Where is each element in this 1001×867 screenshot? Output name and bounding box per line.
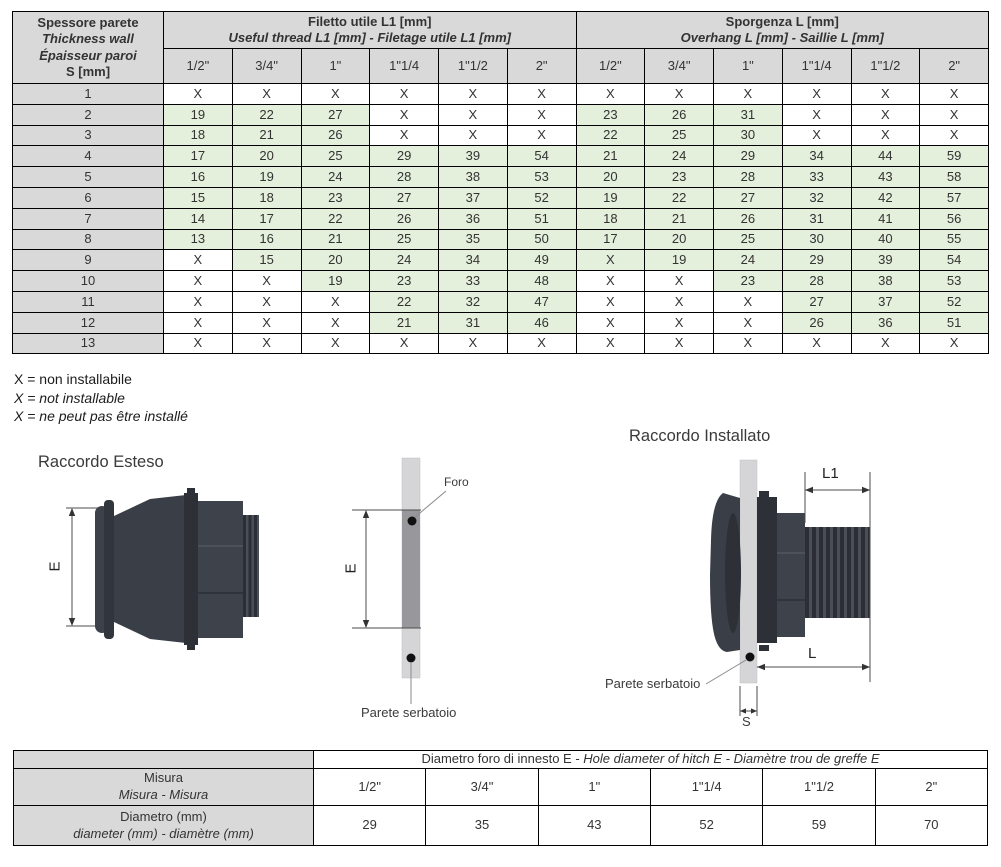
value-cell-sporgenza: X [645,312,714,333]
value-cell-filetto: X [370,333,439,354]
row-header-s: 6 [13,187,164,208]
table-row [13,167,989,188]
value-cell-filetto: X [164,250,233,271]
value-cell-sporgenza: X [782,333,851,354]
value-cell-filetto: 34 [439,250,508,271]
legend [14,370,188,426]
value-cell-filetto: 35 [439,229,508,250]
value-cell-filetto: X [164,271,233,292]
value-cell-sporgenza: X [714,333,783,354]
wall-label-mid: Parete serbatoio [361,705,457,720]
row-header-s: 3 [13,125,164,146]
measure-size-cell: 1" [538,769,650,806]
value-cell-sporgenza: 29 [782,250,851,271]
value-cell-sporgenza: 25 [714,229,783,250]
row-header-s: 2 [13,104,164,125]
value-cell-filetto: 20 [232,146,301,167]
value-cell-filetto: 19 [164,104,233,125]
value-cell-sporgenza: X [920,104,989,125]
dim-e-left-label: E [46,561,64,572]
size-header: 1" [714,49,783,84]
value-cell-sporgenza: 30 [782,229,851,250]
value-cell-sporgenza: 55 [920,229,989,250]
thread-table-body [13,84,989,354]
value-cell-filetto: 17 [232,208,301,229]
value-cell-filetto: 25 [301,146,370,167]
value-cell-filetto: 33 [439,271,508,292]
extended-fitting-drawing [66,488,259,650]
dim-l-label: L [808,645,817,662]
corner-line-en: Thickness wall [42,31,134,47]
value-cell-filetto: 38 [439,167,508,188]
row-header-s: 13 [13,333,164,354]
value-cell-sporgenza: 51 [920,312,989,333]
value-cell-filetto: X [507,104,576,125]
table-row [13,104,989,125]
size-header: 1"1/4 [370,49,439,84]
value-cell-sporgenza: X [645,84,714,105]
value-cell-filetto: 49 [507,250,576,271]
value-cell-filetto: X [232,271,301,292]
value-cell-filetto: 15 [232,250,301,271]
right-diagram-title: Raccordo Installato [629,427,771,445]
value-cell-sporgenza: 24 [645,146,714,167]
size-header: 3/4" [645,49,714,84]
value-cell-filetto: X [507,84,576,105]
value-cell-sporgenza: 20 [576,167,645,188]
value-cell-sporgenza: X [576,291,645,312]
value-cell-filetto: 50 [507,229,576,250]
value-cell-filetto: 27 [301,104,370,125]
diameter-value-cell: 59 [763,806,875,846]
value-cell-sporgenza: 58 [920,167,989,188]
measure-size-cell: 3/4" [426,769,538,806]
value-cell-filetto: X [164,333,233,354]
value-cell-sporgenza: 22 [576,125,645,146]
value-cell-filetto: 27 [370,187,439,208]
dim-l1-label: L1 [822,465,839,482]
value-cell-sporgenza: X [645,291,714,312]
value-cell-sporgenza: 27 [782,291,851,312]
foro-label: Foro [444,475,469,489]
row-header-s: 7 [13,208,164,229]
size-header: 1"1/2 [851,49,920,84]
value-cell-filetto: 21 [232,125,301,146]
value-cell-sporgenza: X [851,104,920,125]
misura-row [14,769,988,806]
value-cell-filetto: X [164,84,233,105]
size-header: 1"1/4 [782,49,851,84]
value-cell-sporgenza: 29 [714,146,783,167]
value-cell-sporgenza: X [782,84,851,105]
value-cell-filetto: X [370,125,439,146]
value-cell-filetto: X [370,104,439,125]
value-cell-sporgenza: 39 [851,250,920,271]
diameter-value-cell: 35 [426,806,538,846]
value-cell-sporgenza: X [645,333,714,354]
value-cell-filetto: 13 [164,229,233,250]
table-row [13,312,989,333]
value-cell-filetto: X [301,291,370,312]
value-cell-sporgenza: X [851,125,920,146]
value-cell-filetto: X [301,333,370,354]
value-cell-filetto: 23 [301,187,370,208]
value-cell-sporgenza: 27 [714,187,783,208]
row-header-s: 10 [13,271,164,292]
value-cell-sporgenza: X [576,250,645,271]
value-cell-sporgenza: X [576,271,645,292]
measure-size-cell: 2" [875,769,987,806]
value-cell-sporgenza: 54 [920,250,989,271]
value-cell-filetto: X [301,84,370,105]
table-row [13,125,989,146]
diameter-value-cell: 29 [314,806,426,846]
value-cell-sporgenza: 25 [645,125,714,146]
group-filetto-title: Filetto utile L1 [mm] [308,13,432,29]
wall-hole-drawing [352,458,446,704]
value-cell-sporgenza: 30 [714,125,783,146]
group-header-sporgenza [576,12,989,49]
table-row [13,84,989,105]
value-cell-filetto: 46 [507,312,576,333]
wall-label-right: Parete serbatoio [605,676,701,691]
value-cell-sporgenza: X [576,84,645,105]
thread-overhang-table [12,11,989,354]
value-cell-filetto: 28 [370,167,439,188]
value-cell-filetto: X [439,125,508,146]
row-header-s: 9 [13,250,164,271]
value-cell-filetto: 24 [370,250,439,271]
value-cell-filetto: 22 [301,208,370,229]
value-cell-sporgenza: 18 [576,208,645,229]
misura-line-1: Misura [143,770,183,786]
value-cell-sporgenza: 26 [714,208,783,229]
value-cell-sporgenza: 41 [851,208,920,229]
value-cell-sporgenza: X [920,125,989,146]
value-cell-filetto: 54 [507,146,576,167]
value-cell-filetto: 26 [301,125,370,146]
table-row [13,187,989,208]
value-cell-filetto: 29 [370,146,439,167]
value-cell-filetto: X [232,84,301,105]
table-row [13,333,989,354]
diametro-line-1: Diametro (mm) [120,808,207,824]
value-cell-sporgenza: 36 [851,312,920,333]
misura-label [14,769,314,806]
value-cell-filetto: 15 [164,187,233,208]
row-header-s: 1 [13,84,164,105]
value-cell-sporgenza: 19 [645,250,714,271]
value-cell-sporgenza: 40 [851,229,920,250]
value-cell-sporgenza: 56 [920,208,989,229]
value-cell-sporgenza: 17 [576,229,645,250]
table-row [13,146,989,167]
value-cell-filetto: 21 [370,312,439,333]
value-cell-filetto: 23 [370,271,439,292]
size-header: 1"1/2 [439,49,508,84]
value-cell-sporgenza: X [782,125,851,146]
corner-line-fr: Épaisseur paroi [39,47,137,63]
bottom-table-corner [14,751,314,769]
value-cell-filetto: 51 [507,208,576,229]
corner-line-it: Spessore parete [37,15,139,30]
value-cell-sporgenza: 28 [714,167,783,188]
group-sporgenza-title: Sporgenza L [mm] [725,13,839,29]
group-filetto-subtitle: Useful thread L1 [mm] - Filetage utile L1 [mm] [228,30,511,45]
value-cell-sporgenza: X [782,104,851,125]
value-cell-sporgenza: 42 [851,187,920,208]
value-cell-sporgenza: 26 [645,104,714,125]
table-row [13,271,989,292]
value-cell-filetto: 37 [439,187,508,208]
value-cell-sporgenza: 57 [920,187,989,208]
value-cell-sporgenza: X [920,84,989,105]
value-cell-sporgenza: 21 [645,208,714,229]
value-cell-filetto: 32 [439,291,508,312]
bottom-table-header [314,751,988,769]
value-cell-filetto: 48 [507,271,576,292]
value-cell-sporgenza: 43 [851,167,920,188]
diameter-value-cell: 70 [875,806,987,846]
table-row [13,208,989,229]
value-cell-sporgenza: 21 [576,146,645,167]
value-cell-sporgenza: X [714,84,783,105]
value-cell-filetto: X [232,312,301,333]
measure-size-cell: 1"1/2 [763,769,875,806]
value-cell-filetto: 36 [439,208,508,229]
value-cell-filetto: 20 [301,250,370,271]
value-cell-filetto: 16 [232,229,301,250]
legend-line-en: X = not installable [14,389,125,406]
value-cell-filetto: 53 [507,167,576,188]
value-cell-sporgenza: 34 [782,146,851,167]
value-cell-filetto: X [507,333,576,354]
value-cell-filetto: 39 [439,146,508,167]
value-cell-filetto: 25 [370,229,439,250]
value-cell-filetto: X [439,104,508,125]
value-cell-filetto: 24 [301,167,370,188]
value-cell-sporgenza: 23 [645,167,714,188]
misura-line-2: Misura - Misura [118,787,209,802]
corner-header [13,12,164,84]
value-cell-sporgenza: 37 [851,291,920,312]
value-cell-filetto: X [301,312,370,333]
value-cell-sporgenza: 23 [576,104,645,125]
measure-size-cell: 1/2" [314,769,426,806]
value-cell-sporgenza: 38 [851,271,920,292]
value-cell-filetto: 19 [301,271,370,292]
value-cell-filetto: X [232,333,301,354]
row-header-s: 12 [13,312,164,333]
value-cell-sporgenza: 53 [920,271,989,292]
legend-line-fr: X = ne peut pas être installé [14,408,188,424]
diameter-value-cell: 43 [538,806,650,846]
value-cell-sporgenza: 31 [714,104,783,125]
value-cell-sporgenza: 19 [576,187,645,208]
corner-line-s: S [mm] [65,63,111,79]
diameter-value-cell: 52 [650,806,762,846]
size-header: 1" [301,49,370,84]
value-cell-sporgenza: X [714,291,783,312]
row-header-s: 11 [13,291,164,312]
group-sporgenza-subtitle: Overhang L [mm] - Saillie L [mm] [680,30,884,45]
value-cell-filetto: 47 [507,291,576,312]
value-cell-filetto: 14 [164,208,233,229]
value-cell-sporgenza: X [920,333,989,354]
value-cell-sporgenza: 31 [782,208,851,229]
value-cell-sporgenza: X [645,271,714,292]
row-header-s: 8 [13,229,164,250]
value-cell-filetto: X [439,333,508,354]
value-cell-filetto: 17 [164,146,233,167]
legend-line-it: X = non installabile [14,371,132,387]
measure-size-cell: 1"1/4 [650,769,762,806]
dim-s-label: S [742,714,751,729]
value-cell-filetto: X [164,291,233,312]
value-cell-filetto: 22 [232,104,301,125]
table-row [13,291,989,312]
value-cell-sporgenza: X [714,312,783,333]
value-cell-filetto: X [232,291,301,312]
value-cell-sporgenza: 44 [851,146,920,167]
diametro-line-2: diameter (mm) - diamètre (mm) [73,825,254,841]
value-cell-sporgenza: 23 [714,271,783,292]
value-cell-filetto: 16 [164,167,233,188]
value-cell-filetto: 22 [370,291,439,312]
group-header-filetto [164,12,577,49]
value-cell-sporgenza: 26 [782,312,851,333]
table-row [13,229,989,250]
dim-e-mid-label: E [342,563,360,574]
value-cell-sporgenza: X [851,333,920,354]
value-cell-filetto: 26 [370,208,439,229]
value-cell-sporgenza: 28 [782,271,851,292]
value-cell-sporgenza: X [851,84,920,105]
value-cell-sporgenza: 22 [645,187,714,208]
installed-fitting-drawing [706,460,870,716]
value-cell-sporgenza: 32 [782,187,851,208]
value-cell-sporgenza: 52 [920,291,989,312]
value-cell-filetto: X [370,84,439,105]
value-cell-sporgenza: 33 [782,167,851,188]
value-cell-sporgenza: 20 [645,229,714,250]
bottom-header-it: Diametro foro di innesto E [421,751,572,767]
value-cell-sporgenza: X [576,312,645,333]
size-header: 2" [920,49,989,84]
table-row [13,250,989,271]
size-header: 3/4" [232,49,301,84]
left-diagram-title: Raccordo Esteso [38,453,164,471]
value-cell-filetto: 18 [232,187,301,208]
size-header: 1/2" [576,49,645,84]
row-header-s: 5 [13,167,164,188]
size-header: 1/2" [164,49,233,84]
value-cell-sporgenza: 24 [714,250,783,271]
size-header: 2" [507,49,576,84]
value-cell-filetto: 18 [164,125,233,146]
diametro-row [14,806,988,846]
value-cell-filetto: 52 [507,187,576,208]
value-cell-filetto: 19 [232,167,301,188]
value-cell-filetto: 21 [301,229,370,250]
value-cell-filetto: 31 [439,312,508,333]
value-cell-sporgenza: 59 [920,146,989,167]
bottom-header-en-fr: Hole diameter of hitch E - Diamètre trou de greffe E [583,751,880,767]
diametro-label [14,806,314,846]
value-cell-sporgenza: X [576,333,645,354]
row-header-s: 4 [13,146,164,167]
value-cell-filetto: X [439,84,508,105]
bottom-header-sep: - [571,751,584,767]
value-cell-filetto: X [507,125,576,146]
value-cell-filetto: X [164,312,233,333]
hole-diameter-table [13,750,988,846]
